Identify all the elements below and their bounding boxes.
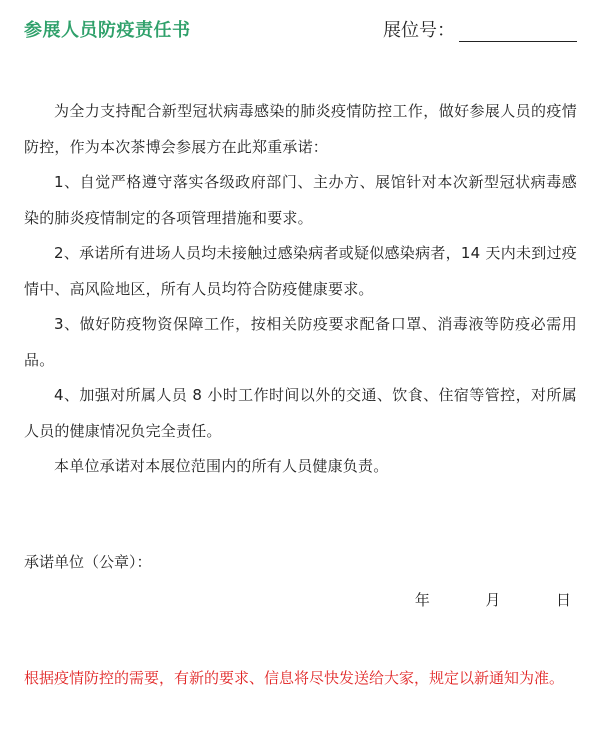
pledge-item-3: 3、做好防疫物资保障工作，按相关防疫要求配备口罩、消毒液等防疫必需用品。 [24,315,577,369]
booth-number-label: 展位号： [383,20,455,41]
date-day: 日 [555,591,571,609]
booth-number-blank-line [459,19,577,42]
header [24,12,577,48]
date-year: 年 [414,591,430,609]
document-title: 参展人员防疫责任书 [24,20,191,41]
pledge-item-2: 2、承诺所有进场人员均未接触过感染病者或疑似感染病者，14 天内未到过疫情中、高风险地区，所有人员均符合防疫健康要求。 [24,244,577,298]
notice-text: 根据疫情防控的需要，有新的要求、信息将尽快发送给大家，规定以新通知为准。 [24,669,565,687]
pledge-body [24,94,577,485]
signature-label: 承诺单位（公章）： [24,553,152,571]
date-line [415,589,571,610]
date-month: 月 [485,591,501,609]
booth-number-field [383,16,577,42]
pledge-item-4: 4、加强对所属人员 8 小时工作时间以外的交通、饮食、住宿等管控，对所属人员的健康情况负完全责任。 [24,386,577,440]
intro-paragraph: 为全力支持配合新型冠状病毒感染的肺炎疫情防控工作，做好参展人员的疫情防控，作为本次茶博会参展方在此郑重承诺： [24,102,577,156]
closing-paragraph: 本单位承诺对本展位范围内的所有人员健康负责。 [54,457,389,475]
pledge-item-1: 1、自觉严格遵守落实各级政府部门、主办方、展馆针对本次新型冠状病毒感染的肺炎疫情制定的各项管理措施和要求。 [24,173,577,227]
